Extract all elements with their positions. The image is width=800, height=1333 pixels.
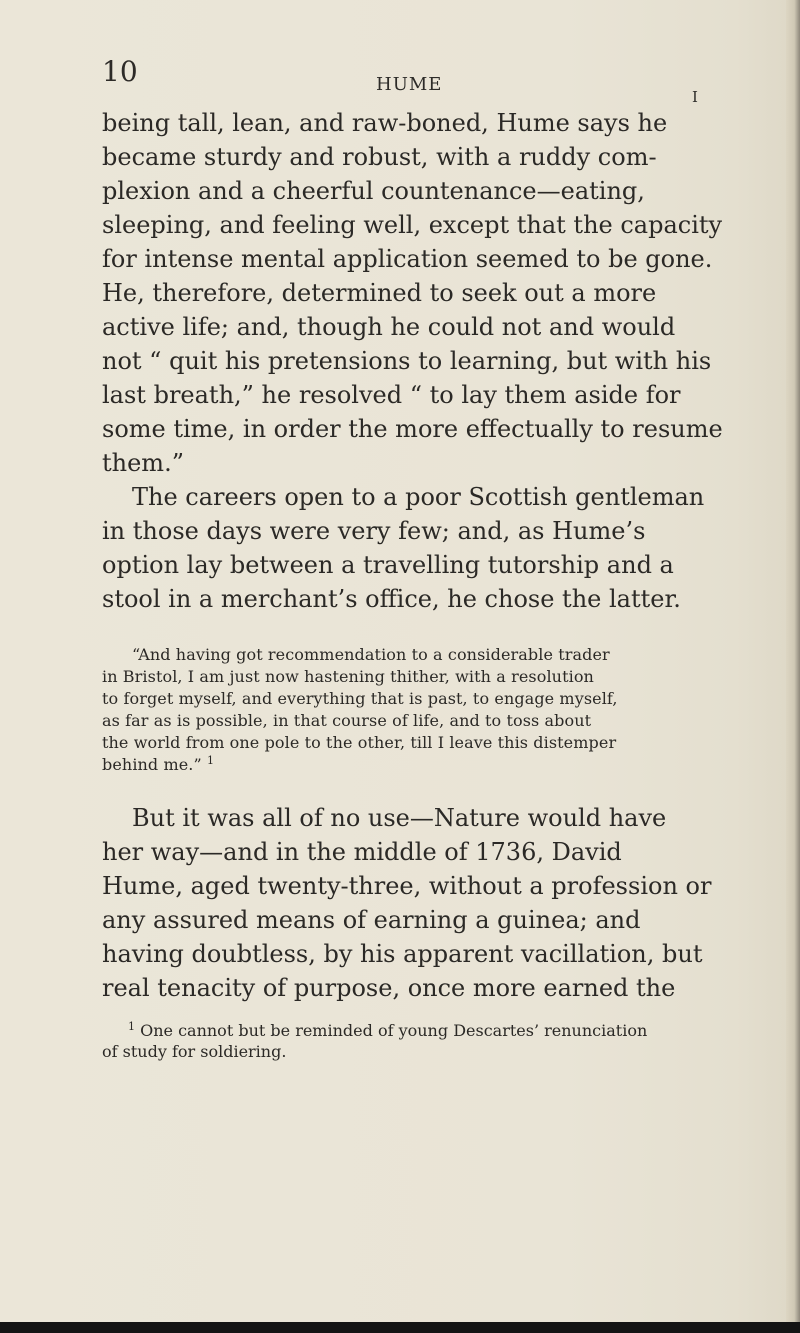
text-line: Hume, aged twenty-three, without a profession or	[102, 872, 712, 900]
text-line: having doubtless, by his apparent vacillation, but	[102, 940, 703, 968]
text-line: option lay between a travelling tutorship and a	[102, 551, 674, 579]
text-line: not “ quit his pretensions to learning, but with his	[102, 347, 712, 375]
page-number: 10	[102, 55, 138, 88]
paragraph-2	[102, 480, 705, 616]
text-line: real tenacity of purpose, once more earned the	[102, 974, 676, 1002]
quote-last-text: behind me.”	[102, 755, 202, 774]
text-line: The careers open to a poor Scottish gentleman	[132, 483, 705, 511]
paragraph-3	[102, 801, 712, 1005]
quote-line: to forget myself, and everything that is past, to engage myself,	[102, 689, 618, 708]
footnote-marker: 1	[128, 1020, 135, 1033]
text-line: But it was all of no use—Nature would have	[132, 804, 667, 832]
footnote-line: of study for soldiering.	[102, 1042, 287, 1061]
quote-line	[102, 754, 697, 776]
text-line: some time, in order the more effectually to resume	[102, 415, 723, 443]
block-quote	[102, 644, 697, 776]
signature-mark: I	[692, 88, 698, 106]
quote-line: in Bristol, I am just now hastening thither, with a resolution	[102, 667, 594, 686]
text-line: stool in a merchant’s office, he chose the latter.	[102, 585, 681, 613]
footnote-line	[102, 1020, 697, 1041]
text-line: plexion and a cheerful countenance—eating,	[102, 177, 645, 205]
quote-line: “And having got recommendation to a considerable trader	[132, 645, 610, 664]
footnote	[102, 1020, 697, 1062]
text-line: sleeping, and feeling well, except that the capacity	[102, 211, 723, 239]
text-line: He, therefore, determined to seek out a more	[102, 279, 657, 307]
quote-line: as far as is possible, in that course of life, and to toss about	[102, 711, 592, 730]
quote-line: the world from one pole to the other, till I leave this distemper	[102, 733, 617, 752]
text-line: her way—and in the middle of 1736, David	[102, 838, 622, 866]
scan-bottom-border	[0, 1322, 800, 1333]
footnote-reference: 1	[206, 754, 215, 767]
text-line: being tall, lean, and raw-boned, Hume says he	[102, 109, 668, 137]
text-line: active life; and, though he could not and would	[102, 313, 676, 341]
paragraph-1	[102, 106, 723, 480]
page-edge-shadow	[786, 0, 800, 1333]
running-head: HUME	[376, 74, 443, 95]
footnote-text: One cannot but be reminded of young Descartes’ renunciation	[140, 1021, 648, 1040]
text-block	[102, 106, 723, 1062]
text-line: last breath,” he resolved “ to lay them aside for	[102, 381, 681, 409]
text-line: became sturdy and robust, with a ruddy com-	[102, 143, 657, 171]
text-line: them.”	[102, 449, 184, 477]
text-line: any assured means of earning a guinea; and	[102, 906, 641, 934]
text-line: for intense mental application seemed to be gone.	[102, 245, 713, 273]
text-line: in those days were very few; and, as Hume’s	[102, 517, 646, 545]
